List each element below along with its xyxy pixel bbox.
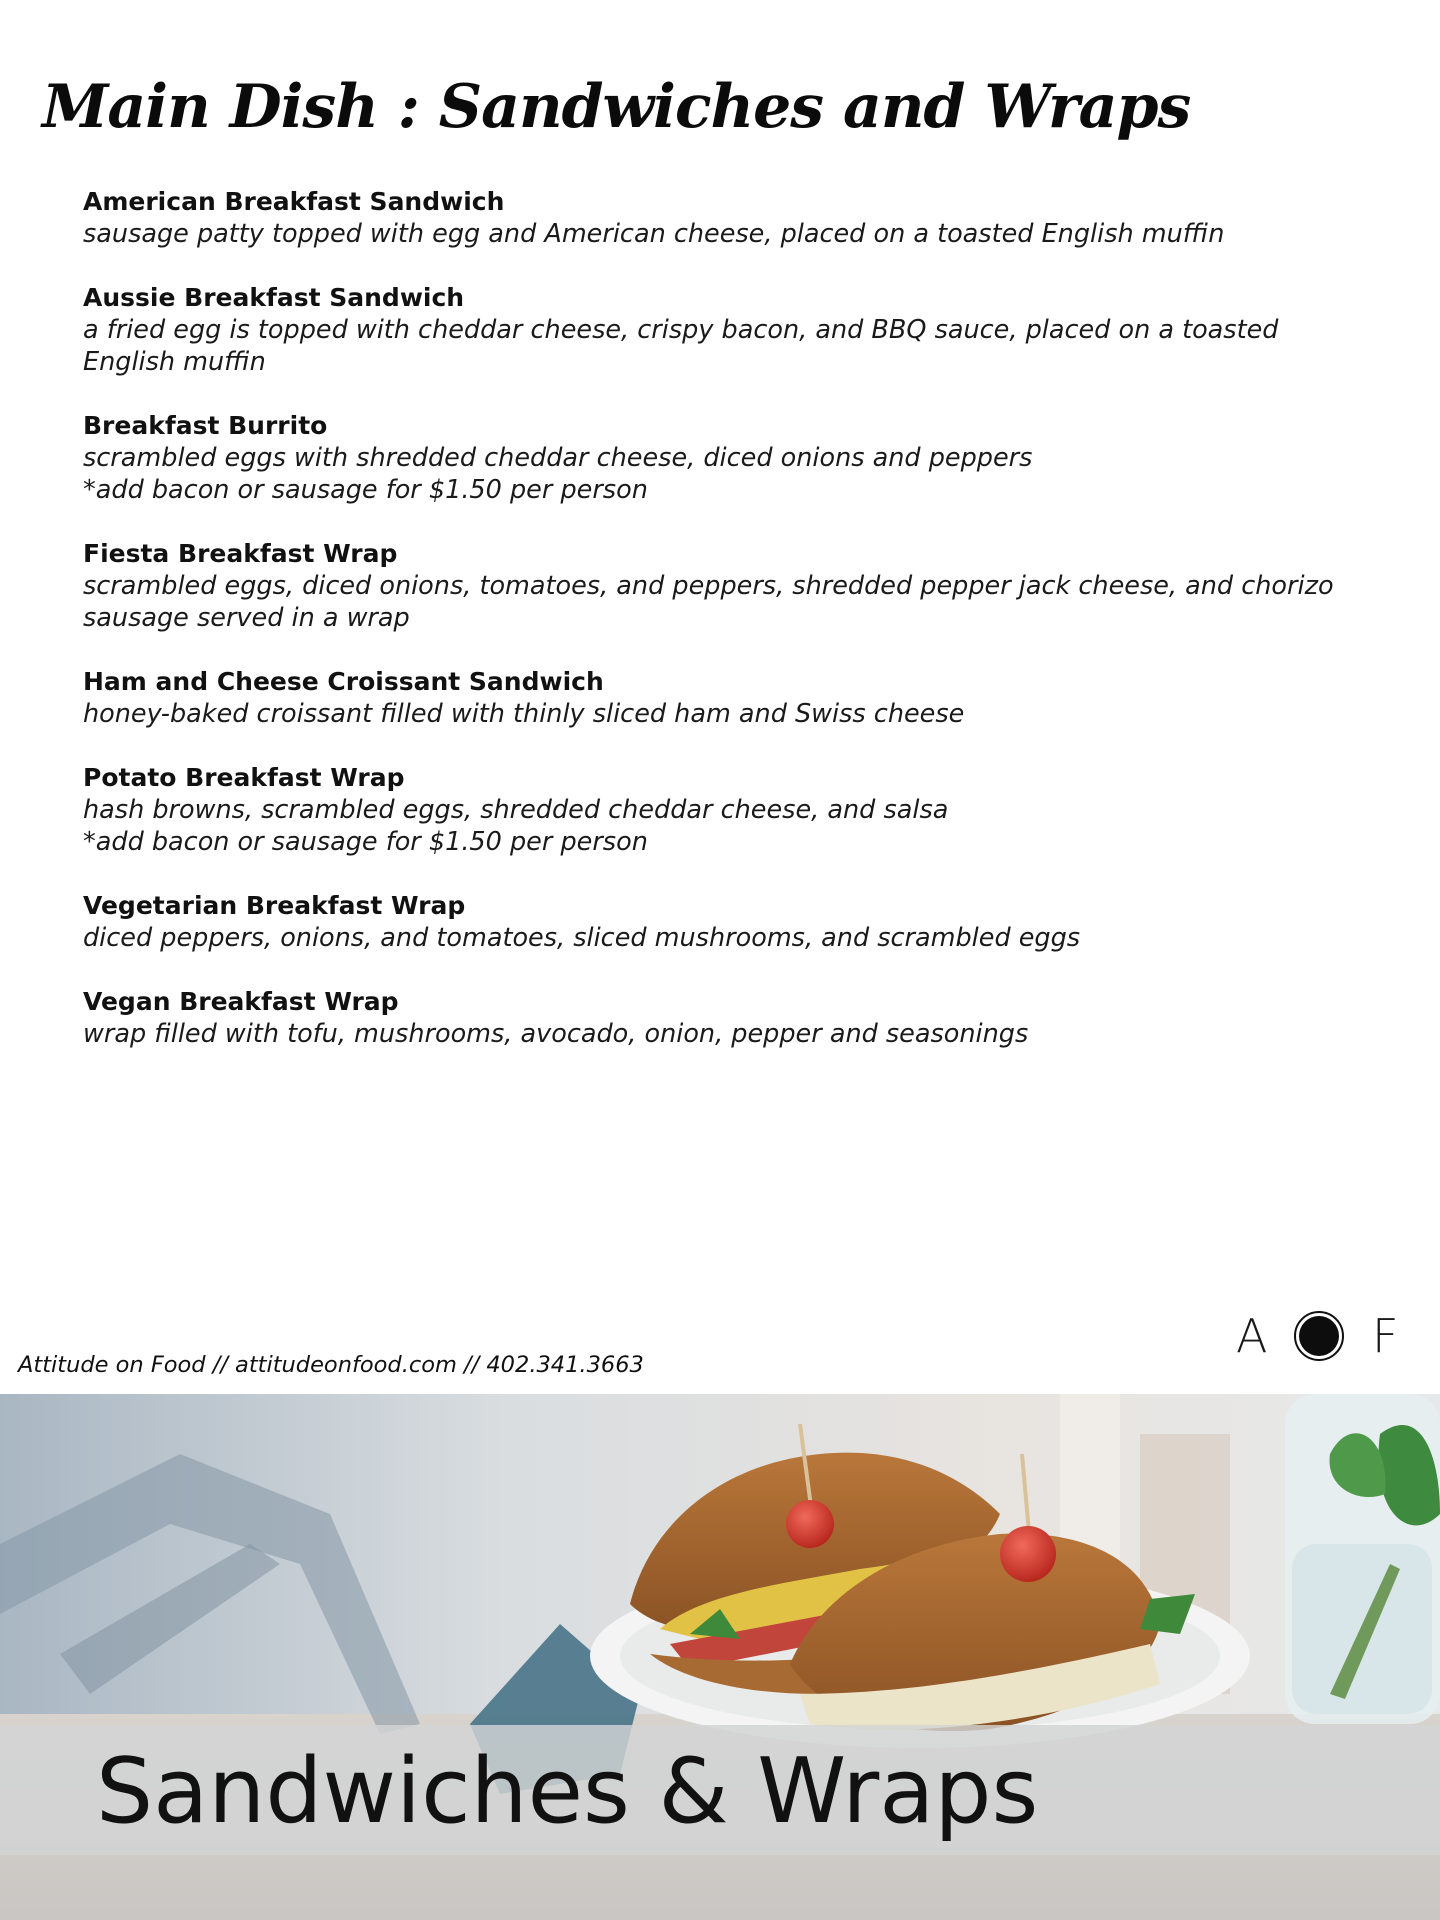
menu-item-name: American Breakfast Sandwich [83, 187, 505, 216]
menu-item [83, 282, 1343, 378]
menu-item-name: Potato Breakfast Wrap [83, 763, 405, 792]
menu-item-description: hash browns, scrambled eggs, shredded cheddar cheese, and salsa [83, 795, 949, 825]
menu-item-addon-note: *add bacon or sausage for $1.50 per person [83, 827, 648, 857]
menu-item-description: a fried egg is topped with cheddar cheese, crispy bacon, and BBQ sauce, placed on a toasted English muffin [83, 315, 1279, 377]
menu-item-name: Ham and Cheese Croissant Sandwich [83, 667, 604, 696]
menu-item-description: honey-baked croissant filled with thinly sliced ham and Swiss cheese [83, 699, 965, 729]
banner-title: Sandwiches & Wraps [96, 1739, 1039, 1844]
menu-item [83, 410, 1343, 506]
menu-list [83, 186, 1343, 1082]
menu-item [83, 186, 1343, 250]
section-banner [0, 1725, 1440, 1855]
page-title: Main Dish : Sandwiches and Wraps [42, 72, 1191, 142]
logo-circle-icon [1293, 1310, 1345, 1362]
menu-item [83, 762, 1343, 858]
menu-item-name: Vegan Breakfast Wrap [83, 987, 399, 1016]
menu-item-description: scrambled eggs, diced onions, tomatoes, and peppers, shredded pepper jack cheese, and chorizo sausage served in a wrap [83, 571, 1334, 633]
menu-item-addon-note: *add bacon or sausage for $1.50 per person [83, 475, 648, 505]
menu-item-description: scrambled eggs with shredded cheddar cheese, diced onions and peppers [83, 443, 1033, 473]
menu-item-name: Aussie Breakfast Sandwich [83, 283, 465, 312]
menu-item [83, 986, 1343, 1050]
logo-letter-f: F [1372, 1309, 1399, 1363]
menu-item [83, 890, 1343, 954]
footer-contact: Attitude on Food // attitudeonfood.com // 402.341.3663 [18, 1352, 644, 1378]
menu-item [83, 538, 1343, 634]
aof-logo [1236, 1307, 1406, 1363]
menu-item-name: Fiesta Breakfast Wrap [83, 539, 398, 568]
logo-letter-a: A [1236, 1309, 1268, 1363]
menu-item-name: Breakfast Burrito [83, 411, 328, 440]
menu-item [83, 666, 1343, 730]
menu-item-description: diced peppers, onions, and tomatoes, sliced mushrooms, and scrambled eggs [83, 923, 1081, 953]
menu-item-description: sausage patty topped with egg and American cheese, placed on a toasted English muffin [83, 219, 1225, 249]
menu-item-name: Vegetarian Breakfast Wrap [83, 891, 466, 920]
menu-item-description: wrap filled with tofu, mushrooms, avocado, onion, pepper and seasonings [83, 1019, 1029, 1049]
